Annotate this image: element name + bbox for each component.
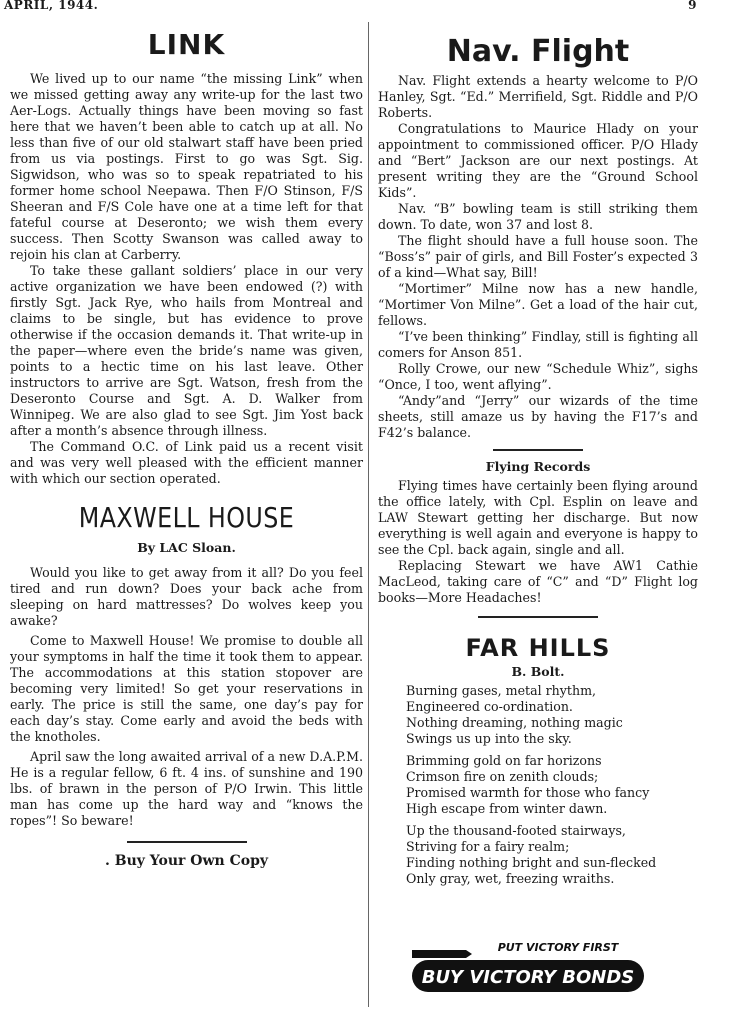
maxwell-paragraph: Would you like to get away from it all? Do you feel tired and run down? Does your back ache from sleeping on hard mattresses? Do wolves keep you awake? xyxy=(10,565,363,628)
flying-paragraph: Replacing Stewart we have AW1 Cathie MacLeod, taking care of “C” and “D” Flight log books—More Headaches! xyxy=(378,558,698,605)
nav-paragraph: “I’ve been thinking” Findlay, still is fighting all comers for Anson 851. xyxy=(378,329,698,360)
poem-line: Finding nothing bright and sun-flecked xyxy=(406,855,657,870)
ad-tagline: PUT VICTORY FIRST xyxy=(497,941,619,954)
nav-paragraph: “Mortimer” Milne now has a new handle, “Mortimer Von Milne”. Get a load of the hair cut, fellows. xyxy=(378,281,698,328)
poem-line: Only gray, wet, freezing wraiths. xyxy=(406,871,615,886)
section-rule xyxy=(493,449,583,451)
buy-your-own-copy: . Buy Your Own Copy xyxy=(104,853,269,869)
nav-paragraph: The flight should have a full house soon. The “Boss’s” pair of girls, and Bill Foster’s expected 3 of a kind—What say, Bill! xyxy=(378,233,698,280)
maxwell-title: MAXWELL HOUSE xyxy=(78,501,295,534)
far-hills-poem xyxy=(406,683,698,887)
nav-paragraph: “Andy”and “Jerry” our wizards of the time sheets, still amaze us by having the F17’s and F42’s balance. xyxy=(378,393,698,440)
maxwell-byline: By LAC Sloan. xyxy=(137,540,236,555)
poem-line: Brimming gold on far horizons xyxy=(406,753,602,768)
link-paragraph: To take these gallant soldiers’ place in our very active organization we have been endowed (?) with firstly Sgt. Jack Rye, who hails from Montreal and claims to be single, but has evidence to prove otherwise if the occasion demands it. That write-up in the paper—where even the bride’s name was given, points to a hectic time on his last leave. Other instructors to arrive are Sgt. Watson, fresh from the Deseronto Course and Sgt. A. D. Walker from Winnipeg. We are also glad to see Sgt. Jim Yost back after a month’s absence through illness. xyxy=(10,263,363,438)
link-paragraph: The Command O.C. of Link paid us a recent visit and was very well pleased with the efficient manner with which our section operated. xyxy=(10,439,363,486)
link-paragraph: We lived up to our name “the missing Link” when we missed getting away any write-up for the last two Aer-Logs. Actually things have been moving so fast here that we haven’t been able to catch up at all. No less than five of our old stalwart staff have been pried from us via postings. First to go was Sgt. Sig. Sigwidson, who was so to speak repatriated to his former home school Neepawa. Then F/O Stinson, F/S Sheeran and F/S Cole have one at a time left for that fateful course at Deseronto; we wish them every success. Then Scotty Swanson was called away to rejoin his clan at Carberry. xyxy=(10,71,363,262)
link-title: LINK xyxy=(147,28,226,61)
poem-line: Up the thousand-footed stairways, xyxy=(406,823,626,838)
column-divider xyxy=(368,22,369,1007)
section-rule xyxy=(127,841,247,843)
section-rule xyxy=(478,616,598,618)
maxwell-paragraph: Come to Maxwell House! We promise to double all your symptoms in half the time it took them to appear. The accommodations at this station stopover are becoming very limited! So get your reservations in early. The price is still the same, one day’s pay for each day’s stay. Come early and avoid the beds with the knotholes. xyxy=(10,633,363,744)
poem-line: High escape from winter dawn. xyxy=(406,801,608,816)
nav-flight-article xyxy=(378,73,698,441)
poem-stanza xyxy=(406,823,698,887)
far-hills-title: FAR HILLS xyxy=(465,634,611,662)
page-number: 9 xyxy=(688,0,697,12)
flying-records-title: Flying Records xyxy=(485,459,591,474)
page-header xyxy=(0,0,729,16)
flying-paragraph: Flying times have certainly been flying around the office lately, with Cpl. Esplin on leave and LAW Stewart getting her discharge. But now everything is well again and everyone is happy to see the Cpl. back again, single and all. xyxy=(378,478,698,557)
poem-stanza xyxy=(406,753,698,817)
poem-line: Burning gases, metal rhythm, xyxy=(406,683,597,698)
victory-bonds-ad xyxy=(408,938,648,994)
nav-paragraph: Nav. “B” bowling team is still striking them down. To date, won 37 and lost 8. xyxy=(378,201,698,232)
right-column xyxy=(378,22,698,893)
issue-date: APRIL, 1944. xyxy=(4,0,99,12)
nav-flight-title: Nav. Flight xyxy=(446,34,630,69)
poem-line: Promised warmth for those who fancy xyxy=(406,785,650,800)
poem-line: Crimson fire on zenith clouds; xyxy=(406,769,599,784)
poem-stanza xyxy=(406,683,698,747)
poem-line: Engineered co-ordination. xyxy=(406,699,573,714)
flying-records-article xyxy=(378,478,698,606)
nav-paragraph: Rolly Crowe, our new “Schedule Whiz”, sighs “Once, I too, went aflying”. xyxy=(378,361,698,392)
maxwell-paragraph: April saw the long awaited arrival of a new D.A.P.M. He is a regular fellow, 6 ft. 4 ins. of sunshine and 190 lbs. of brawn in the person of P/O Irwin. This little man has come up the hard way and “knows the ropes”! So beware! xyxy=(10,749,363,828)
nav-paragraph: Nav. Flight extends a hearty welcome to P/O Hanley, Sgt. “Ed.” Merrifield, Sgt. Riddle and P/O Roberts. xyxy=(378,73,698,120)
nav-paragraph: Congratulations to Maurice Hlady on your appointment to commissioned officer. P/O Hlady and “Bert” Jackson are our next postings. At present writing they are the “Ground School Kids”. xyxy=(378,121,698,200)
poem-line: Nothing dreaming, nothing magic xyxy=(406,715,623,730)
left-column xyxy=(10,22,363,869)
maxwell-article xyxy=(10,565,363,829)
poem-line: Swings us up into the sky. xyxy=(406,731,572,746)
link-article xyxy=(10,71,363,487)
ad-headline: BUY VICTORY BONDS xyxy=(421,967,635,988)
far-hills-byline: B. Bolt. xyxy=(511,664,565,679)
poem-line: Striving for a fairy realm; xyxy=(406,839,570,854)
sword-icon xyxy=(412,950,472,958)
